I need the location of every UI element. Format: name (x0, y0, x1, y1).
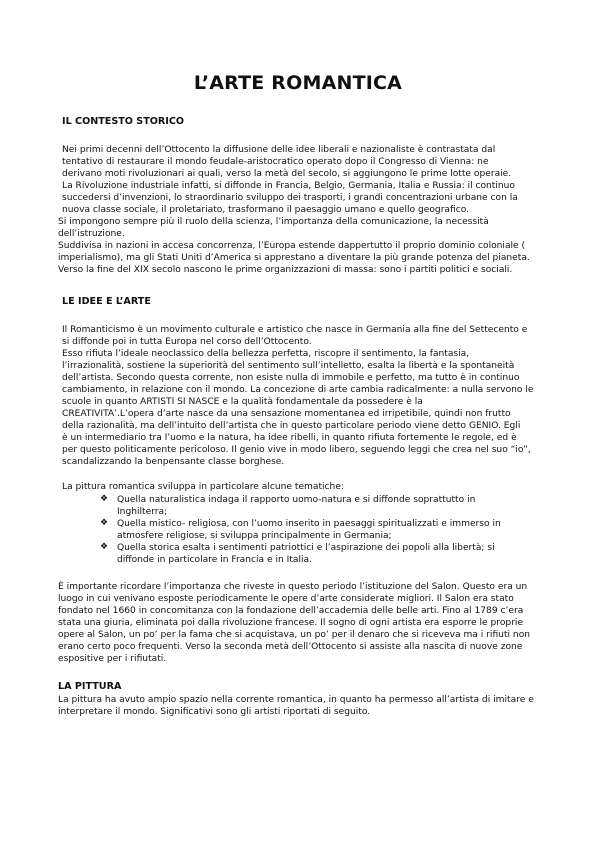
text-line: tentativo di restaurare il mondo feudale-aristocratico operato dopo il Congresso di Vienna: ne (62, 157, 489, 167)
text-line: dell’artista. Secondo questa corrente, non esiste nulla di immobile e perfetto, ma tutto è in continuo (62, 373, 520, 383)
text-line: fondato nel 1660 in concomitanza con la fondazione dell’accademia delle belle arti. Fino al 1789 c’era (58, 606, 524, 616)
text-line: cambiamento, in relazione con il mondo. La concezione di arte cambia radicalmente: a nulla servono le (62, 385, 534, 395)
text-line: interpretare il mondo. Significativi sono gli artisti riportati di seguito. (58, 707, 371, 717)
text-line: Il Romanticismo è un movimento culturale e artistico che nasce in Germania alla fine del Settecento e (62, 325, 528, 335)
text-line: nuova classe sociale, il proletariato, trasformano il paesaggio umano e quello geografico. (62, 205, 470, 215)
text-line: La Rivoluzione industriale infatti, si diffonde in Francia, Belgio, Germania, Italia e Russia: il continuo (62, 181, 515, 191)
text-line: Nei primi decenni dell’Ottocento la diffusione delle idee liberali e nazionaliste è contrastata dal (62, 145, 496, 155)
diamond-bullet-icon: ❖ (100, 518, 109, 528)
text-line: stata una giuria, eliminata poi dalla rivoluzione francese. Il sogno di ogni artista era esporre le proprie (58, 618, 524, 628)
list-intro: La pittura romantica sviluppa in particolare alcune tematiche: (62, 482, 344, 492)
list-item: Quella storica esalta i sentimenti patriottici e l’aspirazione dei popoli alla libertà; si (117, 543, 495, 553)
text-line: l’irrazionalità, sostiene la superiorità del sentimento sull’intelletto, esalta la libertà e la spontaneità (62, 361, 515, 371)
list-item: atmosfere religiose, si sviluppa principalmente in Germania; (117, 531, 392, 541)
text-line: succedersi d’invenzioni, lo straordinario sviluppo dei trasporti, i grandi concentrazioni urbane con la (62, 193, 518, 203)
text-line: derivano moti rivoluzionari ai quali, verso la metà del secolo, si aggiungono le prime lotte operaie. (62, 169, 512, 179)
text-line: Suddivisa in nazioni in accesa concorrenza, l’Europa estende dappertutto il proprio dominio coloniale ( (58, 241, 526, 251)
text-line: imperialismo), ma gli Stati Uniti d’America si apprestano a diventare la più grande potenza del pianeta. (58, 253, 530, 263)
list-item: Inghilterra; (117, 507, 168, 517)
section-heading-pittura: LA PITTURA (58, 681, 122, 692)
text-line: si diffonde poi in tutta Europa nel corso dell’Ottocento. (62, 337, 312, 347)
text-line: Verso la fine del XIX secolo nascono le prime organizzazioni di massa: sono i partiti politici e sociali. (58, 265, 513, 275)
page-title: L’ARTE ROMANTICA (193, 72, 403, 94)
diamond-bullet-icon: ❖ (100, 542, 109, 552)
list-item: diffonde in particolare in Francia e in Italia. (117, 555, 313, 565)
text-line: per questo politicamente pericoloso. Il genio vive in modo libero, seguendo leggi che crea nel suo “io”, (62, 445, 531, 455)
text-line: La pittura ha avuto ampio spazio nella corrente romantica, in quanto ha permesso all’artista di imitare e (58, 695, 534, 705)
text-line: è un intermediario tra l’uomo e la natura, ha idee ribelli, in quanto rifiuta fortemente le regole, ed è (62, 433, 517, 443)
text-line: È importante ricordare l’importanza che riveste in questo periodo l’istituzione del Salon. Questo era un (58, 582, 528, 592)
text-line: erano certo poco frequenti. Verso la seconda metà dell’Ottocento si assiste alla nascita di nuove zone (58, 642, 523, 652)
text-line: opere al Salon, un po’ per la fama che si acquistava, un po’ per il denaro che si riceveva ma i rifiuti non (58, 630, 531, 640)
text-line: Esso rifiuta l’ideale neoclassico della bellezza perfetta, riscopre il sentimento, la fantasia, (62, 349, 470, 359)
diamond-bullet-icon: ❖ (100, 494, 109, 504)
list-item: Quella naturalistica indaga il rapporto uomo-natura e si diffonde soprattutto in (117, 495, 476, 505)
list-item: Quella mistico- religiosa, con l’uomo inserito in paesaggi spiritualizzati e immerso in (117, 519, 501, 529)
text-line: luogo in cui venivano esposte periodicamente le opere d’arte considerate migliori. Il Salon era stato (58, 594, 514, 604)
text-line: espositive per i rifiutati. (58, 654, 167, 664)
section-heading-contesto: IL CONTESTO STORICO (62, 116, 185, 127)
text-line: scandalizzando la benpensante classe borghese. (62, 457, 285, 467)
text-line: dell’istruzione. (58, 229, 125, 239)
text-line: della razionalità, ma dell’intuito dell’artista che in questo particolare periodo viene detto GENIO. Egli (62, 421, 521, 431)
text-line: Si impongono sempre più il ruolo della scienza, l’importanza della comunicazione, la necessità (58, 217, 489, 227)
section-heading-idee: LE IDEE E L’ARTE (62, 296, 151, 307)
text-line: scuole in quanto ARTISTI SI NASCE e la qualità fondamentale da possedere è la (62, 397, 423, 407)
text-line: CREATIVITA’.L’opera d’arte nasce da una sensazione momentanea ed irripetibile, quindi non frutto (62, 409, 511, 419)
